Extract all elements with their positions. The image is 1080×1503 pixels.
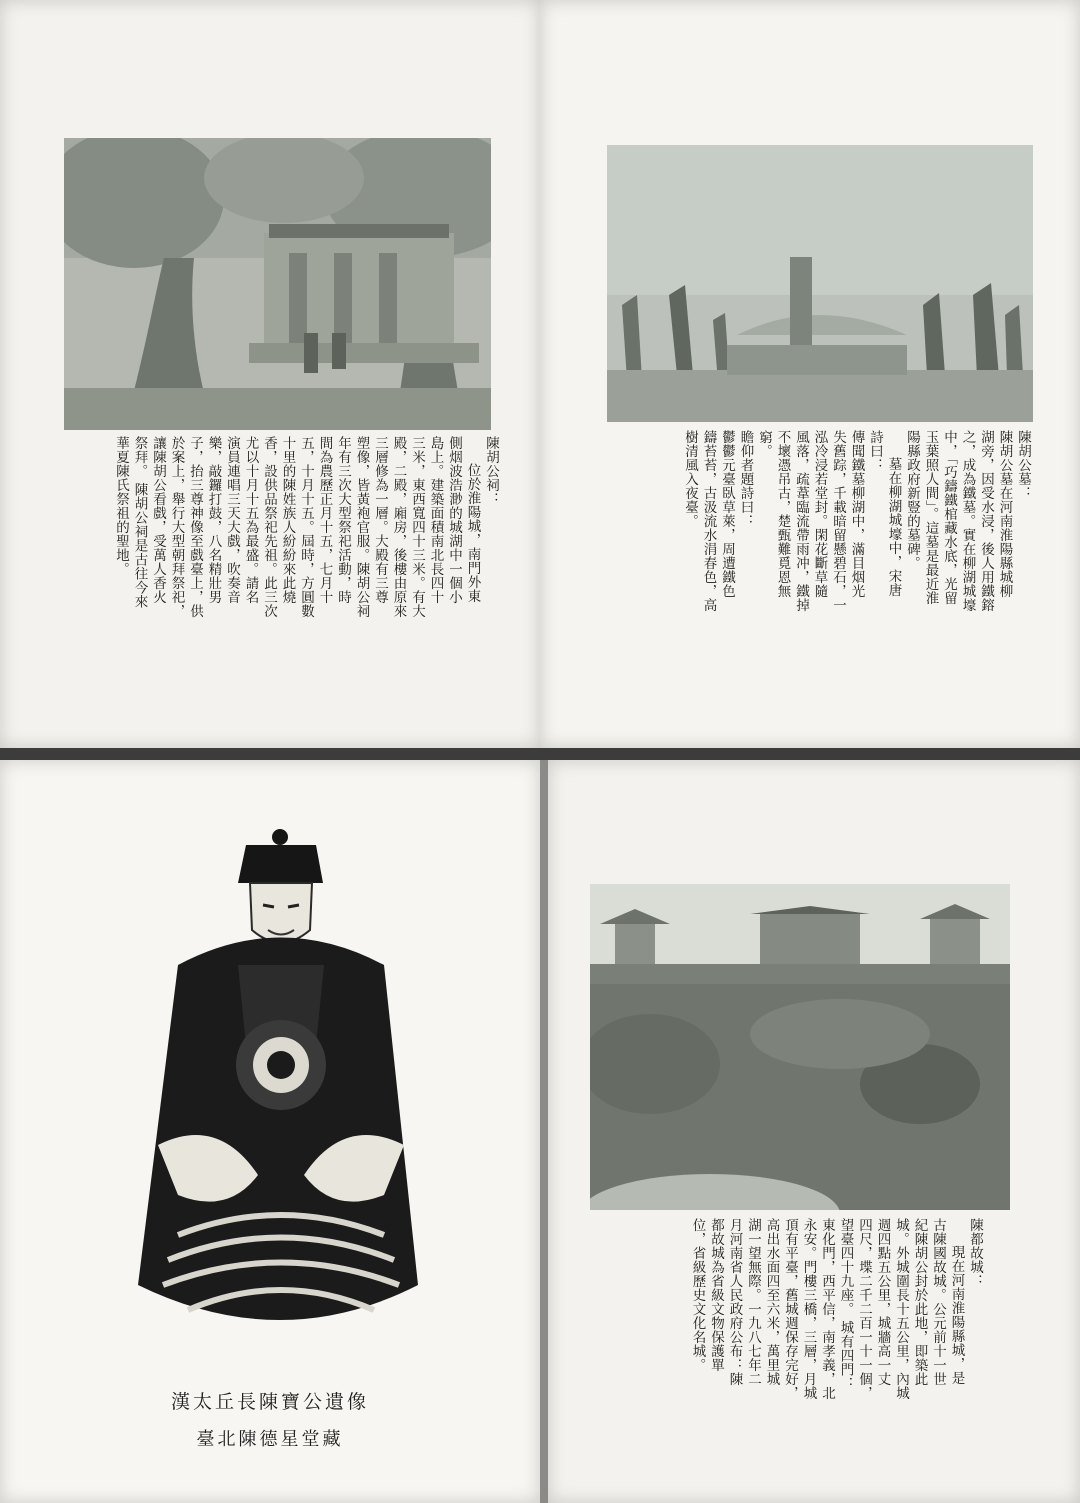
shrine-line: 樂，敲鑼打鼓，八名精壯男 <box>205 436 222 604</box>
city-line: 現在河南淮陽縣城，是 <box>948 1245 965 1385</box>
city-line: 古陳國故城。公元前十一世 <box>930 1218 946 1386</box>
city-line: 東化門，西平信，南孝義，北 <box>819 1218 835 1400</box>
tomb-line: 失舊踪，千載暗留懸碧石，一 <box>830 430 846 612</box>
shrine-line: 子，抬三尊神像至戲臺上，供 <box>187 436 203 618</box>
tomb-line: 鬱鬱元臺臥草萊，周遭鐵色 <box>719 430 735 598</box>
tomb-line: 鑄苔苔，古汲流水涓春色，高 <box>700 430 717 612</box>
tomb-line: 陽縣政府新豎的墓碑。 <box>904 430 920 570</box>
city-line: 位，省級歷史文化名城。 <box>689 1218 706 1372</box>
tomb-line: 泓冷浸若堂封。閑花斷草隨 <box>811 430 828 598</box>
tomb-line: 墓在柳湖城壕中，宋唐 <box>885 457 902 597</box>
portrait-caption-1: 漢太丘長陳寶公遺像 <box>170 1391 369 1413</box>
shrine-text <box>112 436 501 626</box>
city-text <box>688 1218 984 1408</box>
tomb-line: 陳胡公墓在河南淮陽縣城柳 <box>996 430 1013 598</box>
tomb-line: 湖旁，因受水浸，後人用鐵鎔 <box>978 430 994 612</box>
shrine-title: 陳胡公祠： <box>483 436 499 506</box>
city-line: 週四點五公里，城牆高一丈 <box>874 1218 891 1386</box>
tomb-photo <box>607 145 1033 422</box>
shrine-line: 五，十月十五。屆時，方圓數 <box>298 436 314 618</box>
city-title: 陳都故城： <box>967 1218 983 1288</box>
shrine-line: 塑像，皆黃袍官服。陳胡公祠 <box>353 436 370 618</box>
city-line: 湖一望無際。一九八七年二 <box>745 1218 761 1386</box>
city-line: 望臺四十九座。 城有四門： <box>837 1218 854 1391</box>
tomb-text <box>681 430 1033 620</box>
shrine-line: 三層修為一層。大殿有三尊 <box>372 436 388 604</box>
shrine-line: 演員連唱三天大戲，吹奏音 <box>224 436 240 604</box>
shrine-line: 十里的陳姓族人紛紛來此燒 <box>279 436 296 604</box>
city-line: 高出水面四至六米，萬里城 <box>763 1218 780 1386</box>
tomb-line: 窮。 <box>756 430 772 458</box>
tomb-line: 之，成為鐵墓。實在柳湖城壕 <box>959 430 976 612</box>
city-line: 紀陳胡公封於此地，即築此 <box>911 1218 928 1386</box>
shrine-line: 年有三次大型祭祀活動，時 <box>335 436 351 604</box>
shrine-line: 三米，東西寬四十三米。有大 <box>409 436 425 618</box>
tomb-line: 傳聞鐵墓柳湖中，滿目烟光 <box>848 430 865 598</box>
portrait-caption-2: 臺北陳德星堂藏 <box>196 1429 344 1450</box>
shrine-line: 香，設供品祭祀先祖。此三次 <box>261 436 277 618</box>
city-line: 永安。門樓三橋，三層，月城 <box>800 1218 817 1400</box>
city-line: 頂有平臺，舊城週保存完好， <box>782 1218 798 1400</box>
city-line: 月河南省人民政府公布：陳 <box>726 1218 743 1386</box>
tomb-line: 中，「巧鑄鐵棺藏水底，光留 <box>941 430 957 606</box>
tomb-line: 風落，疏葦臨流帶雨冲，鐵掉 <box>793 430 809 612</box>
city-line: 城。外城圍長十五公里，內城 <box>893 1218 909 1400</box>
shrine-line: 位於淮陽城，南門外東 <box>464 463 481 603</box>
tomb-line: 玉葉照人間」。這墓是最近淮 <box>922 430 939 606</box>
tomb-line: 樹清風入夜臺。 <box>682 430 698 528</box>
shrine-line: 間為農歷正月十五，七月十 <box>316 436 333 604</box>
shrine-line: 殿，二殿，廂房，後樓由原來 <box>390 436 407 618</box>
shrine-line: 於案上，舉行大型朝拜祭祀， <box>168 436 185 618</box>
tomb-title: 陳胡公墓： <box>1015 430 1031 500</box>
shrine-line: 華夏陳氏祭祖的聖地。 <box>113 436 129 576</box>
shrine-line: 側烟波浩渺的城湖中一個小 <box>446 436 462 604</box>
shrine-line: 祭拜。 陳胡公祠是古往今來 <box>131 436 148 609</box>
shrine-photo <box>64 138 491 430</box>
shrine-line: 讓陳胡公看戲，受萬人香火 <box>150 436 166 604</box>
shrine-line: 尤以十月十五為最盛。請名 <box>242 436 259 604</box>
tomb-line: 詩曰： <box>867 430 883 472</box>
tomb-line: 不壞憑吊古，楚甄難覓恩無 <box>774 430 791 598</box>
page-gap <box>0 748 1080 760</box>
tomb-line: 瞻仰者題詩曰： <box>737 430 754 528</box>
city-line: 四尺，堞二千二百一十一個， <box>856 1218 872 1400</box>
shrine-line: 島上。建築面積南北長四十 <box>427 436 444 604</box>
city-line: 都故城為省級文物保護單 <box>708 1218 724 1372</box>
city-crowd-photo <box>590 884 1010 1210</box>
portrait-image <box>118 815 438 1360</box>
